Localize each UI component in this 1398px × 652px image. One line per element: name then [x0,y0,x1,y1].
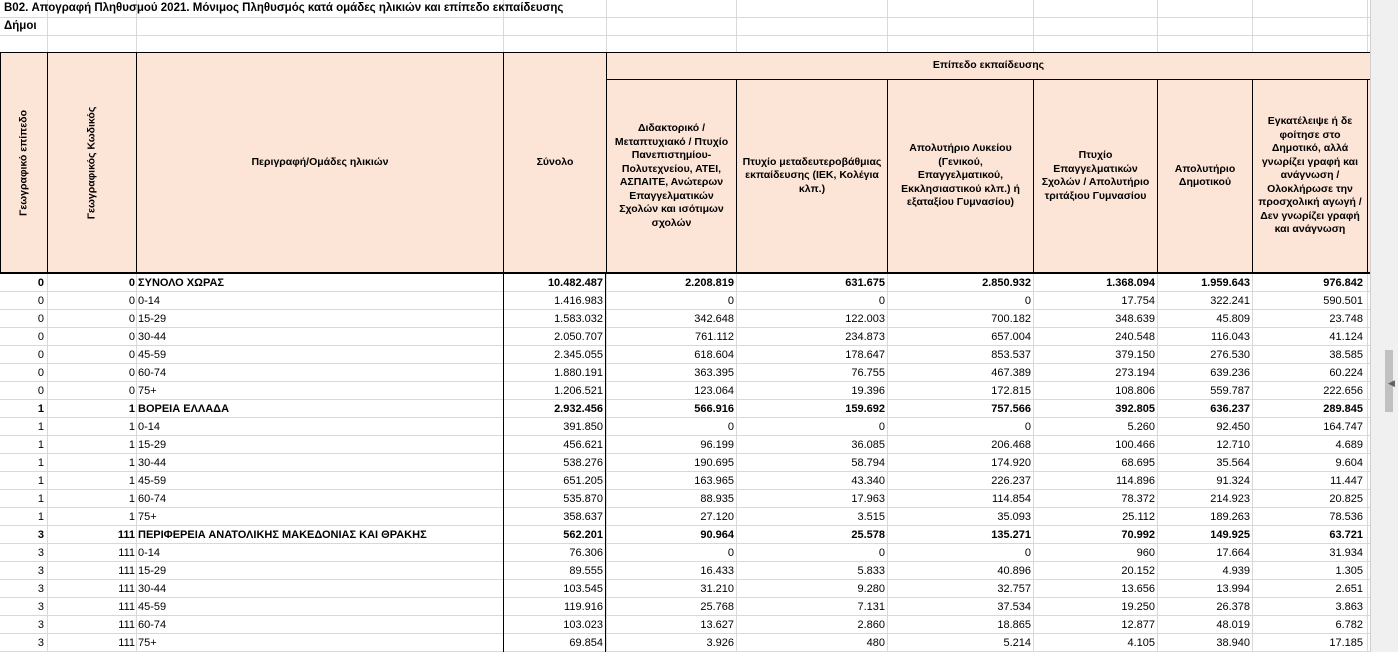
cell-description[interactable]: 45-59 [138,601,167,613]
header-post-secondary[interactable]: Πτυχίο μεταδευτεροβάθμιας εκπαίδευσης (ΙΕΚ, Κολέγια κλπ.) [736,79,888,273]
cell-dropped[interactable]: 3.863 [1335,601,1363,613]
cell-lyceum[interactable]: 467.389 [991,367,1031,379]
cell-geo-level[interactable]: 1 [37,457,44,469]
cell-dropped[interactable]: 78.536 [1329,511,1363,523]
cell-dropped[interactable]: 6.782 [1335,619,1363,631]
header-total[interactable]: Σύνολο [503,52,607,273]
cell-geo-code[interactable]: 0 [128,385,135,397]
cell-total[interactable]: 538.276 [503,454,606,472]
cell-primary[interactable]: 639.236 [1210,367,1250,379]
cell-primary[interactable]: 4.939 [1222,565,1250,577]
table-row [0,274,1370,292]
cell-dropped[interactable]: 20.825 [1329,493,1363,505]
cell-vocational[interactable]: 273.194 [1115,367,1155,379]
header-doctorate[interactable]: Διδακτορικό / Μεταπτυχιακό / Πτυχίο Πανεπιστημίου-Πολυτεχνείου, ΑΤΕΙ, ΑΣΠΑΙΤΕ, Ανώτερων Επαγγελματικών Σχολών και ισότιμων σχολών [606,79,737,273]
cell-geo-level[interactable]: 1 [37,511,44,523]
cell-vocational[interactable]: 108.806 [1115,385,1155,397]
cell-vocational[interactable]: 4.105 [1127,637,1155,649]
cell-lyceum[interactable]: 226.237 [991,475,1031,487]
cell-dropped[interactable]: 9.604 [1335,457,1363,469]
cell-vocational[interactable]: 100.466 [1115,439,1155,451]
cell-doctorate[interactable]: 96.199 [700,439,734,451]
cell-geo-code[interactable]: 111 [117,529,135,541]
header-dropped[interactable]: Εγκατέλειψε ή δε φοίτησε στο Δημοτικό, αλλά γνωρίζει γραφή και ανάγνωση / Ολοκλήρωσε την προσχολική αγωγή / Δεν γνωρίζει γραφή και ανάγνωση [1252,79,1368,273]
cell-primary[interactable]: 214.923 [1210,493,1250,505]
cell-doctorate[interactable]: 618.604 [694,349,734,361]
header-lyceum[interactable]: Απολυτήριο Λυκείου (Γενικού, Επαγγελματικού, Εκκλησιαστικού κλπ.) ή εξαταξίου Γυμνασίου) [887,79,1034,273]
cell-dropped[interactable]: 289.845 [1323,403,1363,415]
cell-lyceum[interactable]: 174.920 [991,457,1031,469]
cell-description[interactable]: 75+ [138,385,157,397]
cell-post-secondary[interactable]: 7.131 [857,601,885,613]
cell-primary[interactable]: 92.450 [1216,421,1250,433]
cell-vocational[interactable]: 25.112 [1122,511,1155,523]
cell-geo-code[interactable]: 111 [118,619,135,631]
cell-geo-level[interactable]: 3 [37,565,44,577]
cell-primary[interactable]: 13.994 [1216,583,1250,595]
header-geo-level[interactable] [0,52,48,273]
cell-vocational[interactable]: 70.992 [1121,529,1155,541]
cell-description[interactable]: 75+ [138,637,157,649]
cell-dropped[interactable]: 31.934 [1329,547,1363,559]
table-row [0,454,1370,472]
table-row [0,346,1370,364]
cell-primary[interactable]: 276.530 [1210,349,1250,361]
cell-lyceum[interactable]: 40.896 [997,565,1031,577]
cell-geo-code[interactable]: 1 [128,403,135,415]
cell-lyceum[interactable]: 0 [1024,547,1031,559]
table-row [0,544,1370,562]
cell-vocational[interactable]: 5.260 [1127,421,1155,433]
cell-doctorate[interactable]: 16.433 [700,565,734,577]
cell-lyceum[interactable]: 172.815 [991,385,1031,397]
cell-geo-code[interactable]: 1 [128,511,135,523]
cell-doctorate[interactable]: 0 [727,547,734,559]
cell-doctorate[interactable]: 2.208.819 [685,277,734,289]
cell-dropped[interactable]: 1.305 [1335,565,1363,577]
table-row [0,364,1370,382]
cell-vocational[interactable]: 12.877 [1121,619,1155,631]
cell-total[interactable]: 2.345.055 [503,346,606,364]
cell-geo-code[interactable]: 111 [118,565,135,577]
cell-lyceum[interactable]: 32.757 [997,583,1031,595]
cell-post-secondary[interactable]: 9.280 [857,583,885,595]
cell-post-secondary[interactable]: 631.675 [845,277,885,289]
cell-dropped[interactable]: 4.689 [1335,439,1363,451]
table-row [0,328,1370,346]
cell-post-secondary[interactable]: 36.085 [851,439,885,451]
cell-total[interactable]: 562.201 [503,526,606,544]
cell-doctorate[interactable]: 27.120 [700,511,734,523]
cell-post-secondary[interactable]: 58.794 [851,457,885,469]
cell-geo-level[interactable]: 0 [37,313,44,325]
cell-description[interactable]: 30-44 [138,457,167,469]
cell-post-secondary[interactable]: 19.396 [851,385,885,397]
cell-primary[interactable]: 189.263 [1210,511,1250,523]
table-row [0,580,1370,598]
cell-total[interactable]: 76.306 [503,544,606,562]
cell-dropped[interactable]: 590.501 [1323,295,1363,307]
cell-description[interactable]: 60-74 [138,493,167,505]
cell-lyceum[interactable]: 5.214 [1003,637,1031,649]
cell-doctorate[interactable]: 90.964 [700,529,734,541]
header-geo-code-label: Γεωγραφικός Κωδικός [85,106,98,219]
cell-total[interactable]: 456.621 [503,436,606,454]
cell-dropped[interactable]: 222.656 [1323,385,1363,397]
cell-total[interactable]: 103.023 [503,616,606,634]
cell-vocational[interactable]: 240.548 [1115,331,1155,343]
cell-post-secondary[interactable]: 122.003 [845,313,885,325]
cell-geo-level[interactable]: 1 [37,403,44,415]
cell-lyceum[interactable]: 206.468 [991,439,1031,451]
cell-geo-level[interactable]: 3 [37,583,44,595]
cell-geo-code[interactable]: 111 [118,583,135,595]
cell-dropped[interactable]: 60.224 [1329,367,1363,379]
cell-vocational[interactable]: 379.150 [1115,349,1155,361]
cell-geo-level[interactable]: 3 [37,601,44,613]
cell-primary[interactable]: 26.378 [1216,601,1250,613]
cell-post-secondary[interactable]: 76.755 [851,367,885,379]
cell-description[interactable]: 0-14 [138,547,161,559]
cell-geo-level[interactable]: 3 [37,637,44,649]
cell-lyceum[interactable]: 657.004 [991,331,1031,343]
cell-total[interactable]: 89.555 [503,562,606,580]
cell-total[interactable]: 535.870 [503,490,606,508]
cell-description[interactable]: 30-44 [138,331,167,343]
cell-primary[interactable]: 17.664 [1216,547,1250,559]
cell-total[interactable]: 651.205 [503,472,606,490]
cell-doctorate[interactable]: 761.112 [695,331,734,343]
cell-primary[interactable]: 38.940 [1216,637,1250,649]
cell-post-secondary[interactable]: 17.963 [851,493,885,505]
cell-geo-code[interactable]: 0 [128,331,135,343]
cell-vocational[interactable]: 19.250 [1121,601,1155,613]
cell-geo-code[interactable]: 1 [128,439,135,451]
cell-lyceum[interactable]: 135.271 [991,529,1031,541]
cell-lyceum[interactable]: 114.854 [992,493,1031,505]
cell-dropped[interactable]: 23.748 [1329,313,1363,325]
cell-description[interactable]: 0-14 [138,421,161,433]
header-vocational[interactable]: Πτυχίο Επαγγελματικών Σχολών / Απολυτήριο τριτάξιου Γυμνασίου [1033,79,1158,273]
cell-total[interactable]: 10.482.487 [503,274,606,292]
cell-vocational[interactable]: 1.368.094 [1106,277,1155,289]
table-row [0,490,1370,508]
sheet-subtitle: Δήμοι [4,20,37,32]
header-education-level[interactable]: Επίπεδο εκπαίδευσης [606,52,1370,80]
table-row [0,616,1370,634]
cell-geo-level[interactable]: 0 [37,385,44,397]
cell-geo-code[interactable]: 1 [128,493,135,505]
table-row [0,562,1370,580]
cell-doctorate[interactable]: 25.768 [700,601,734,613]
header-description[interactable]: Περιγραφή/Ομάδες ηλικιών [136,52,504,273]
cell-primary[interactable]: 1.959.643 [1201,277,1250,289]
cell-dropped[interactable]: 41.124 [1329,331,1363,343]
cell-total[interactable]: 358.637 [503,508,606,526]
cell-lyceum[interactable]: 0 [1024,295,1031,307]
cell-post-secondary[interactable]: 43.340 [851,475,885,487]
cell-primary[interactable]: 48.019 [1216,619,1250,631]
cell-doctorate[interactable]: 123.064 [694,385,734,397]
header-geo-code[interactable] [47,52,137,273]
cell-total[interactable]: 119.916 [503,598,606,616]
table-row [0,418,1370,436]
cell-description[interactable]: 45-59 [138,349,167,361]
cell-vocational[interactable]: 392.805 [1115,403,1155,415]
sheet-title: B02. Απογραφή Πληθυσμού 2021. Μόνιμος Πληθυσμός κατά ομάδες ηλικιών και επίπεδο εκπαίδευσης [4,2,564,14]
cell-post-secondary[interactable]: 25.578 [851,529,885,541]
table-row [0,436,1370,454]
table-row [0,634,1370,652]
cell-description[interactable]: 60-74 [138,619,167,631]
table-row [0,310,1370,328]
cell-geo-code[interactable]: 0 [128,277,135,289]
cell-description[interactable]: 75+ [138,511,157,523]
cell-geo-level[interactable]: 0 [37,331,44,343]
cell-doctorate[interactable]: 3.926 [706,637,734,649]
cell-geo-code[interactable]: 1 [128,475,135,487]
cell-vocational[interactable]: 17.754 [1121,295,1155,307]
cell-doctorate[interactable]: 163.965 [694,475,734,487]
table-row [0,598,1370,616]
cell-geo-code[interactable]: 0 [128,295,135,307]
cell-total[interactable]: 1.416.983 [503,292,606,310]
cell-geo-code[interactable]: 1 [128,421,135,433]
cell-doctorate[interactable]: 342.648 [694,313,734,325]
cell-vocational[interactable]: 348.639 [1115,313,1155,325]
cell-description[interactable]: 30-44 [138,583,167,595]
cell-geo-code[interactable]: 1 [128,457,135,469]
cell-post-secondary[interactable]: 234.873 [845,331,885,343]
cell-doctorate[interactable]: 88.935 [700,493,734,505]
cell-dropped[interactable]: 164.747 [1323,421,1363,433]
cell-total[interactable]: 1.880.191 [503,364,606,382]
cell-lyceum[interactable]: 0 [1024,421,1031,433]
cell-geo-level[interactable]: 0 [37,295,44,307]
table-row [0,400,1370,418]
header-geo-level-label: Γεωγραφικό επίπεδο [17,109,30,216]
table-row [0,472,1370,490]
cell-dropped[interactable]: 11.447 [1330,475,1363,487]
cell-vocational[interactable]: 20.152 [1121,565,1155,577]
cell-doctorate[interactable]: 0 [727,421,734,433]
cell-dropped[interactable]: 976.842 [1323,277,1363,289]
cell-vocational[interactable]: 78.372 [1121,493,1155,505]
cell-total[interactable]: 2.050.707 [503,328,606,346]
cell-lyceum[interactable]: 700.182 [991,313,1031,325]
cell-lyceum[interactable]: 18.865 [997,619,1031,631]
cell-geo-level[interactable]: 3 [37,619,44,631]
cell-doctorate[interactable]: 13.627 [700,619,734,631]
cell-lyceum[interactable]: 2.850.932 [982,277,1031,289]
table-row [0,382,1370,400]
cell-geo-level[interactable]: 0 [37,367,44,379]
cell-doctorate[interactable]: 31.210 [700,583,734,595]
cell-primary[interactable]: 116.043 [1211,331,1250,343]
cell-description[interactable]: 60-74 [138,367,167,379]
cell-geo-code[interactable]: 111 [118,547,135,559]
cell-geo-code[interactable]: 111 [118,601,135,613]
cell-lyceum[interactable]: 757.566 [991,403,1031,415]
cell-post-secondary[interactable]: 2.860 [857,619,885,631]
cell-total[interactable]: 1.206.521 [503,382,606,400]
vertical-scrollbar[interactable] [1370,0,1398,652]
cell-description[interactable]: ΣΥΝΟΛΟ ΧΩΡΑΣ [138,277,225,289]
cell-primary[interactable]: 45.809 [1216,313,1250,325]
cell-geo-level[interactable]: 3 [37,529,44,541]
cell-description[interactable]: ΒΟΡΕΙΑ ΕΛΛΑΔΑ [138,403,230,415]
cell-geo-level[interactable]: 1 [37,421,44,433]
cell-dropped[interactable]: 38.585 [1329,349,1363,361]
cell-primary[interactable]: 35.564 [1216,457,1250,469]
cell-post-secondary[interactable]: 0 [878,547,885,559]
cell-primary[interactable]: 322.241 [1210,295,1250,307]
cell-doctorate[interactable]: 363.395 [694,367,734,379]
cell-description[interactable]: 45-59 [138,475,167,487]
cell-lyceum[interactable]: 853.537 [991,349,1031,361]
scroll-left-arrow-icon[interactable]: ◀ [1388,378,1395,388]
cell-dropped[interactable]: 63.721 [1329,529,1363,541]
cell-geo-level[interactable]: 0 [37,349,44,361]
cell-description[interactable]: 15-29 [138,313,167,325]
cell-doctorate[interactable]: 566.916 [694,403,734,415]
cell-primary[interactable]: 91.324 [1216,475,1250,487]
cell-total[interactable]: 1.583.032 [503,310,606,328]
cell-post-secondary[interactable]: 159.692 [845,403,885,415]
cell-description[interactable]: 15-29 [138,565,167,577]
cell-lyceum[interactable]: 35.093 [997,511,1031,523]
table-row [0,508,1370,526]
cell-description[interactable]: 15-29 [138,439,167,451]
cell-primary[interactable]: 559.787 [1210,385,1250,397]
cell-dropped[interactable]: 17.185 [1329,637,1363,649]
cell-doctorate[interactable]: 0 [727,295,734,307]
header-primary[interactable]: Απολυτήριο Δημοτικού [1157,79,1253,273]
cell-total[interactable]: 103.545 [503,580,606,598]
cell-vocational[interactable]: 13.656 [1121,583,1155,595]
cell-lyceum[interactable]: 37.534 [997,601,1031,613]
cell-description[interactable]: 0-14 [138,295,161,307]
cell-geo-level[interactable]: 1 [37,439,44,451]
cell-primary[interactable]: 149.925 [1210,529,1250,541]
cell-geo-level[interactable]: 3 [37,547,44,559]
cell-dropped[interactable]: 2.651 [1335,583,1363,595]
cell-post-secondary[interactable]: 178.647 [845,349,885,361]
cell-post-secondary[interactable]: 5.833 [857,565,885,577]
cell-geo-code[interactable]: 0 [128,349,135,361]
cell-post-secondary[interactable]: 0 [878,295,885,307]
cell-doctorate[interactable]: 190.695 [694,457,734,469]
cell-primary[interactable]: 636.237 [1210,403,1250,415]
cell-primary[interactable]: 12.710 [1216,439,1250,451]
cell-vocational[interactable]: 960 [1136,547,1155,559]
cell-total[interactable]: 69.854 [503,634,606,652]
table-row [0,292,1370,310]
cell-geo-code[interactable]: 111 [118,637,135,649]
cell-geo-code[interactable]: 0 [128,313,135,325]
table-row [0,526,1370,544]
cell-geo-code[interactable]: 0 [128,367,135,379]
cell-geo-level[interactable]: 0 [37,277,44,289]
cell-vocational[interactable]: 114.896 [1116,475,1155,487]
cell-vocational[interactable]: 68.695 [1121,457,1155,469]
cell-geo-level[interactable]: 1 [37,475,44,487]
cell-post-secondary[interactable]: 0 [878,421,885,433]
cell-post-secondary[interactable]: 3.515 [857,511,885,523]
cell-description[interactable]: ΠΕΡΙΦΕΡΕΙΑ ΑΝΑΤΟΛΙΚΗΣ ΜΑΚΕΔΟΝΙΑΣ ΚΑΙ ΘΡΑΚΗΣ [138,529,427,541]
cell-total[interactable]: 391.850 [503,418,606,436]
cell-post-secondary[interactable]: 480 [866,637,885,649]
cell-geo-level[interactable]: 1 [37,493,44,505]
cell-total[interactable]: 2.932.456 [503,400,606,418]
